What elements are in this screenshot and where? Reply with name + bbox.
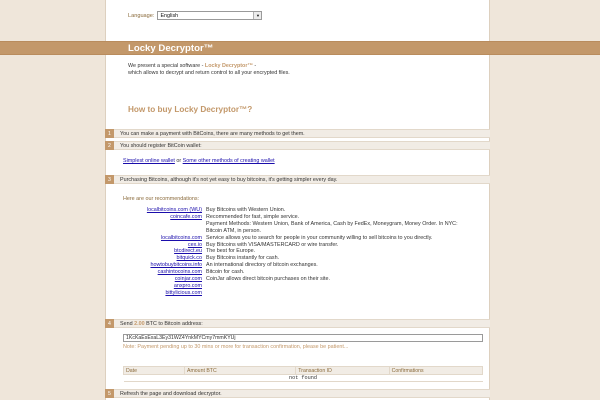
exchange-link[interactable]: btcdirect.eu (174, 248, 202, 255)
step-4 (105, 319, 490, 328)
list-item (118, 207, 483, 214)
step-text: Purchasing Bitcoins, although it's not yet easy to buy bitcoins, it's getting simpler every day. (120, 176, 338, 183)
exchange-link[interactable]: localbitcoins.com (WU) (146, 207, 202, 213)
exchange-desc (206, 283, 483, 290)
step-2 (105, 141, 490, 150)
step-number: 2 (105, 141, 114, 150)
how-to-buy-heading: How to buy Locky Decryptor™? (128, 105, 253, 114)
exchange-desc: CoinJar allows direct bitcoin purchases on their site. (206, 276, 331, 283)
step-number: 3 (105, 175, 114, 184)
language-value: English (160, 12, 179, 19)
list-item (118, 214, 483, 221)
simplest-wallet-link[interactable]: Simplest online wallet (123, 158, 175, 164)
exchange-link[interactable]: cashintocoins.com (157, 269, 202, 276)
list-item (118, 221, 483, 228)
step-text: Refresh the page and download decryptor. (120, 390, 222, 397)
page-title: Locky Decryptor™ (128, 43, 214, 54)
exchange-link[interactable]: coincafe.com (170, 213, 202, 220)
exchange-link[interactable]: bitquick.co (176, 255, 202, 262)
table-row (124, 375, 483, 382)
title-band (0, 41, 600, 55)
col-transaction-id: Transaction ID (296, 367, 389, 375)
step-1 (105, 129, 490, 138)
step-5 (105, 389, 490, 398)
recommendations-list (118, 207, 483, 297)
list-item (118, 276, 483, 283)
wallet-links (123, 158, 275, 164)
other-wallet-methods-link[interactable]: Some other methods of creating wallet (182, 158, 275, 164)
language-select[interactable] (157, 11, 262, 20)
intro-line1-pre: We present a special software - (128, 63, 205, 69)
list-item (118, 228, 483, 235)
exchange-desc: Recommended for fast, simple service. (206, 213, 300, 220)
send-text-pre: Send (120, 320, 135, 327)
exchange-desc: Bitcoin ATM, in person. (206, 227, 262, 234)
step-text (120, 321, 203, 327)
exchange-desc: Buy Bitcoins instantly for cash. (206, 255, 280, 262)
list-item (118, 262, 483, 269)
chevron-down-icon[interactable]: ▼ (253, 12, 261, 19)
exchange-desc: Buy Bitcoins with VISA/MASTERCARD or wire transfer. (206, 241, 339, 248)
list-item (118, 290, 483, 297)
col-amount: Amount BTC (185, 367, 296, 375)
list-item (118, 242, 483, 249)
step-3 (105, 175, 490, 184)
step-number: 4 (105, 319, 114, 328)
exchange-link[interactable]: howtobuybitcoins.info (150, 262, 202, 269)
wallet-or: or (174, 158, 183, 164)
payment-note: Note: Payment pending up to 30 mins or more for transaction confirmation, please be patient... (123, 344, 349, 350)
transactions-table (123, 366, 483, 382)
send-text-post: BTC to Bitcoin address: (144, 320, 203, 327)
btc-amount: 2.00 (134, 320, 145, 327)
empty-row-text: not found (124, 375, 483, 382)
col-confirmations: Confirmations (389, 367, 482, 375)
exchange-desc: Service allows you to search for people in your community willing to sell bitcoins to you directly. (206, 234, 433, 241)
exchange-link[interactable]: localbitcoins.com (160, 234, 202, 241)
exchange-link[interactable]: anxpro.com (173, 282, 202, 289)
exchange-desc: Buy Bitcoins with Western Union. (206, 207, 286, 213)
step-number: 1 (105, 129, 114, 138)
list-item (118, 255, 483, 262)
intro-line2: which allows to decrypt and return control to all your encrypted files. (128, 69, 290, 76)
recommendations-title: Here are our recommendations: (123, 196, 200, 202)
language-selector-row (128, 11, 262, 20)
exchange-link[interactable]: bittylicious.com (165, 289, 202, 296)
exchange-desc: An international directory of bitcoin exchanges. (206, 262, 318, 269)
exchange-desc: Payment Methods: Western Union, Bank of America, Cash by FedEx, Moneygram, Money Order. In NYC: (206, 220, 458, 227)
bitcoin-address-field[interactable]: 1KcKaEsExaL3Ey31WZ4YnkMYCmy7mmKYUj (123, 334, 483, 342)
exchange-desc: The best for Europe. (206, 248, 256, 255)
exchange-link[interactable]: coinjar.com (174, 276, 202, 283)
exchange-desc: Bitcoin for cash. (206, 269, 245, 276)
intro-text (128, 63, 428, 76)
intro-line1-post: - (252, 63, 257, 69)
exchange-desc (206, 290, 483, 297)
list-item (118, 269, 483, 276)
list-item (118, 283, 483, 290)
step-number: 5 (105, 389, 114, 398)
intro-product-name: Locky Decryptor™ (204, 63, 253, 69)
list-item (118, 235, 483, 242)
step-text: You can make a payment with BitCoins, there are many methods to get them. (120, 130, 305, 137)
list-item (118, 248, 483, 255)
exchange-link[interactable]: cex.io (187, 241, 202, 248)
step-text: You should register BitCoin wallet: (120, 142, 202, 149)
col-date: Date (124, 367, 185, 375)
language-label: Language: (128, 12, 155, 19)
